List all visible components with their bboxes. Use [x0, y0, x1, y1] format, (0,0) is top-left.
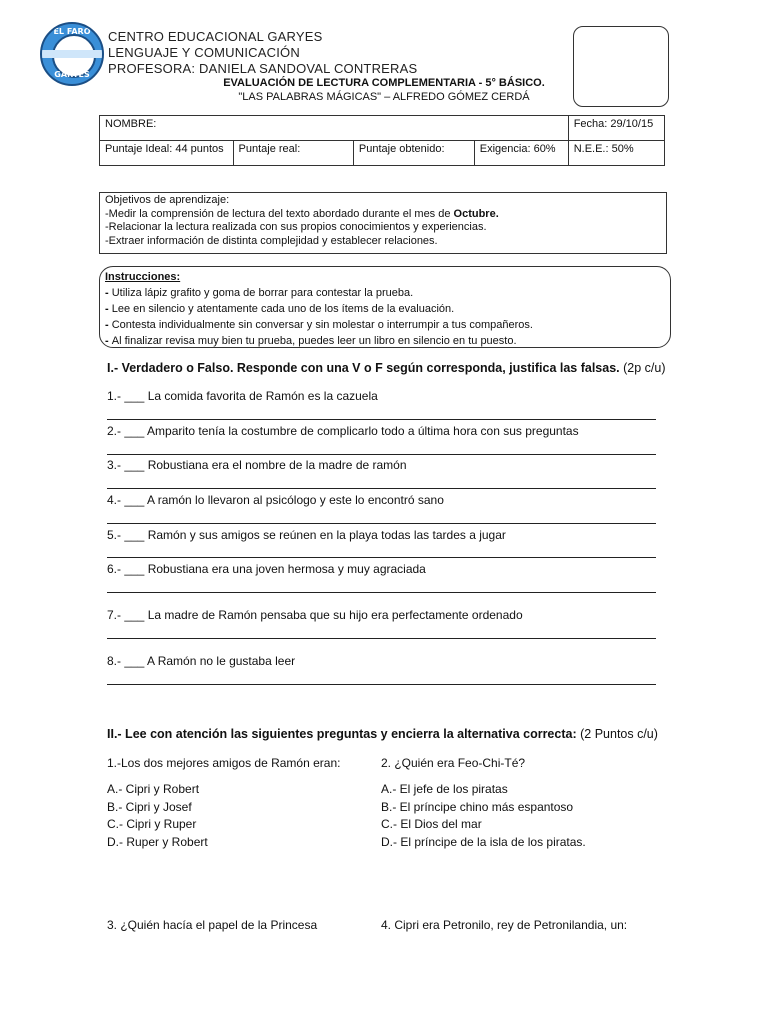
nombre-field[interactable]: NOMBRE: [100, 116, 569, 141]
objectives-heading: Objetivos de aprendizaje: [105, 194, 230, 206]
section-2-heading [107, 727, 658, 741]
option-b[interactable]: B.- Cipri y Josef [107, 799, 192, 814]
option-c[interactable]: C.- El Dios del mar [381, 817, 482, 831]
puntaje-ideal-cell: Puntaje Ideal: 44 puntos [100, 141, 234, 166]
instruction-text: Utiliza lápiz grafito y goma de borrar para contestar la prueba. [111, 287, 414, 299]
answer-line[interactable] [107, 557, 656, 558]
answer-line[interactable] [107, 684, 656, 685]
book-title: "LAS PALABRAS MÁGICAS" – ALFREDO GÓMEZ CERDÁ [238, 91, 530, 103]
instruction-item: - Utiliza lápiz grafito y goma de borrar para contestar la prueba. [105, 287, 414, 299]
mc-question-1: 1.-Los dos mejores amigos de Ramón eran: [107, 756, 341, 770]
instruction-text: Contesta individualmente sin conversar y sin molestar o interrumpir a tus compañeros. [111, 319, 533, 331]
option-b[interactable]: B.- El príncipe chino más espantoso [381, 799, 574, 814]
instruction-text: Al finalizar revisa muy bien tu prueba, puedes leer un libro en silencio en tu puesto. [111, 335, 517, 347]
section-2-title: II.- Lee con atención las siguientes preguntas y encierra la alternativa correcta: [107, 727, 577, 741]
answer-line[interactable] [107, 419, 656, 420]
teacher-name: PROFESORA: DANIELA SANDOVAL CONTRERAS [108, 61, 418, 76]
instructions-heading: Instrucciones: [105, 271, 181, 283]
answer-line[interactable] [107, 488, 656, 489]
answer-line[interactable] [107, 523, 656, 524]
tf-question-1: 1.- ___ La comida favorita de Ramón es la cazuela [107, 389, 378, 403]
section-1-title: I.- Verdadero o Falso. Responde con una V o F según corresponda, justifica las falsas. [107, 361, 620, 375]
option-a[interactable]: A.- Cipri y Robert [107, 782, 200, 796]
instruction-text: Lee en silencio y atentamente cada uno de los ítems de la evaluación. [111, 303, 455, 315]
mc-question-4: 4. Cipri era Petronilo, rey de Petronilandia, un: [381, 918, 628, 932]
objective-item-3: -Extraer información de distinta complejidad y establecer relaciones. [105, 234, 438, 247]
subject-name: LENGUAJE Y COMUNICACIÓN [108, 45, 300, 60]
tf-question-2: 2.- ___ Amparito tenía la costumbre de complicarlo todo a última hora con sus preguntas [107, 424, 579, 438]
student-info-table [99, 115, 665, 166]
logo-band [42, 50, 102, 58]
option-a[interactable]: A.- El jefe de los piratas [381, 782, 508, 796]
mc-question-3: 3. ¿Quién hacía el papel de la Princesa [107, 918, 318, 932]
section-1-points: (2p c/u) [623, 361, 666, 375]
objective-item-1-text: -Medir la comprensión de lectura del texto abordado durante el mes de [105, 207, 454, 220]
objective-item-1-bold: Octubre. [453, 207, 499, 220]
evaluation-title: EVALUACIÓN DE LECTURA COMPLEMENTARIA - 5° BÁSICO. [223, 77, 545, 89]
school-name: CENTRO EDUCACIONAL GARYES [108, 29, 323, 44]
fecha-cell: Fecha: 29/10/15 [568, 116, 664, 141]
tf-question-4: 4.- ___ A ramón lo llevaron al psicólogo y este lo encontró sano [107, 493, 444, 507]
answer-line[interactable] [107, 638, 656, 639]
mc-question-1-options [107, 781, 208, 851]
mc-question-2-options [381, 781, 586, 851]
instruction-item: - Lee en silencio y atentamente cada uno de los ítems de la evaluación. [105, 303, 455, 315]
objective-item-1 [105, 208, 661, 222]
puntaje-obtenido-field[interactable]: Puntaje obtenido: [353, 141, 474, 166]
puntaje-real-field[interactable]: Puntaje real: [233, 141, 353, 166]
section-1-heading [107, 361, 666, 375]
option-c[interactable]: C.- Cipri y Ruper [107, 817, 197, 831]
answer-line[interactable] [107, 592, 656, 593]
instruction-item: - Al finalizar revisa muy bien tu prueba, puedes leer un libro en silencio en tu puesto. [105, 335, 517, 347]
tf-question-7: 7.- ___ La madre de Ramón pensaba que su hijo era perfectamente ordenado [107, 608, 523, 622]
section-2-points: (2 Puntos c/u) [580, 727, 658, 741]
tf-question-5: 5.- ___ Ramón y sus amigos se reúnen en la playa todas las tardes a jugar [107, 528, 506, 542]
answer-line[interactable] [107, 454, 656, 455]
option-d[interactable]: D.- Ruper y Robert [107, 834, 208, 849]
instruction-item: - Contesta individualmente sin conversar y sin molestar o interrumpir a tus compañeros. [105, 319, 533, 331]
objectives-box [99, 192, 667, 254]
objective-item-2: -Relacionar la lectura realizada con sus propios conocimientos y experiencias. [105, 221, 487, 233]
tf-question-3: 3.- ___ Robustiana era el nombre de la madre de ramón [107, 458, 407, 472]
tf-question-8: 8.- ___ A Ramón no le gustaba leer [107, 654, 296, 668]
instructions-box [99, 266, 671, 348]
exigencia-cell: Exigencia: 60% [474, 141, 568, 166]
tf-question-6: 6.- ___ Robustiana era una joven hermosa y muy agraciada [107, 562, 426, 576]
logo-text-bottom: GARYES [54, 70, 90, 79]
mc-question-2: 2. ¿Quién era Feo-Chi-Té? [381, 756, 526, 770]
logo-text-top: EL FARO [53, 27, 91, 36]
nee-cell: N.E.E.: 50% [568, 141, 664, 166]
option-d[interactable]: D.- El príncipe de la isla de los piratas. [381, 834, 586, 849]
